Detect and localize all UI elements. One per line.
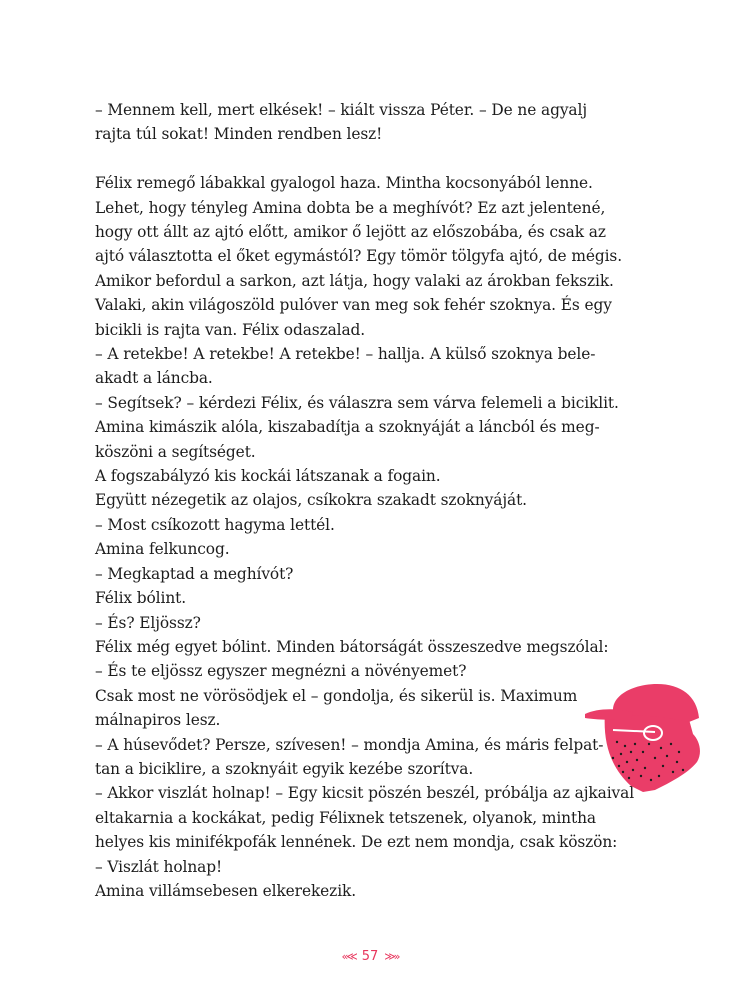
text-line: bicikli is rajta van. Félix odaszalad. [95,320,366,339]
text-line: Amina kimászik alóla, kiszabadítja a szoknyáját a láncból és meg- [95,418,600,437]
left-ornament: «≪ [341,950,356,963]
text-line: – A retekbe! A retekbe! A retekbe! – hallja. A külső szoknya bele- [95,345,596,364]
text-line: Csak most ne vörösödjek el – gondolja, és sikerül is. Maximum [95,686,578,705]
text-line: tan a biciklire, a szoknyáit egyik kezébe szorítva. [95,759,474,778]
paragraph-break [95,147,615,171]
text-line: Lehet, hogy tényleg Amina dobta be a meghívót? Ez azt jelentené, [95,198,606,217]
right-ornament: ≫» [384,950,399,963]
text-line: – Viszlát holnap! [95,857,223,876]
text-line: eltakarnia a kockákat, pedig Félixnek tetszenek, olyanok, mintha [95,808,596,827]
text-line: Amina villámsebesen elkerekezik. [95,881,357,900]
text-line: rajta túl sokat! Minden rendben lesz! [95,125,383,144]
text-line: – És? Eljössz? [95,613,201,632]
text-line: Félix még egyet bólint. Minden bátorságát összeszedve megszólal: [95,637,609,656]
text-line: – Megkaptad a meghívót? [95,564,294,583]
text-line: Amikor befordul a sarkon, azt látja, hogy valaki az árokban fekszik. [95,271,614,290]
text-line: akadt a láncba. [95,369,213,388]
text-line: – Segítsek? – kérdezi Félix, és válaszra sem várva felemeli a biciklit. [95,393,619,412]
boy-head-with-cap-icon [583,682,713,794]
text-line: – Mennem kell, mert elkések! – kiált vissza Péter. – De ne agyalj [95,101,587,119]
text-line: Valaki, akin világoszöld pulóver van meg sok fehér szoknya. És egy [95,296,612,315]
text-line: Amina felkuncog. [95,540,230,559]
text-line: Félix bólint. [95,589,187,608]
body-text [95,98,635,903]
page-number [0,949,740,964]
text-line: hogy ott állt az ajtó előtt, amikor ő lejött az előszobába, és csak az [95,223,606,242]
text-line: – Most csíkozott hagyma lettél. [95,515,335,534]
text-line: helyes kis minifékpofák lennének. De ezt nem mondja, csak köszön: [95,833,618,852]
text-line: Félix remegő lábakkal gyalogol haza. Mintha kocsonyából lenne. [95,174,593,193]
text-line: – És te eljössz egyszer megnézni a növényemet? [95,662,467,681]
text-line: ajtó választotta el őket egymástól? Egy tömör tölgyfa ajtó, de mégis. [95,247,623,266]
text-line: Együtt nézegetik az olajos, csíkokra szakadt szoknyáját. [95,491,527,510]
text-line: – Akkor viszlát holnap! – Egy kicsit pöszén beszél, próbálja az ajkaival [95,784,635,803]
text-line: A fogszabályzó kis kockái látszanak a fogain. [95,467,441,486]
text-line: – A húsevődet? Persze, szívesen! – mondja Amina, és máris felpat- [95,735,604,754]
text-line: köszöni a segítséget. [95,442,256,461]
page-number-value: 57 [361,949,379,964]
text-line: málnapiros lesz. [95,711,221,730]
